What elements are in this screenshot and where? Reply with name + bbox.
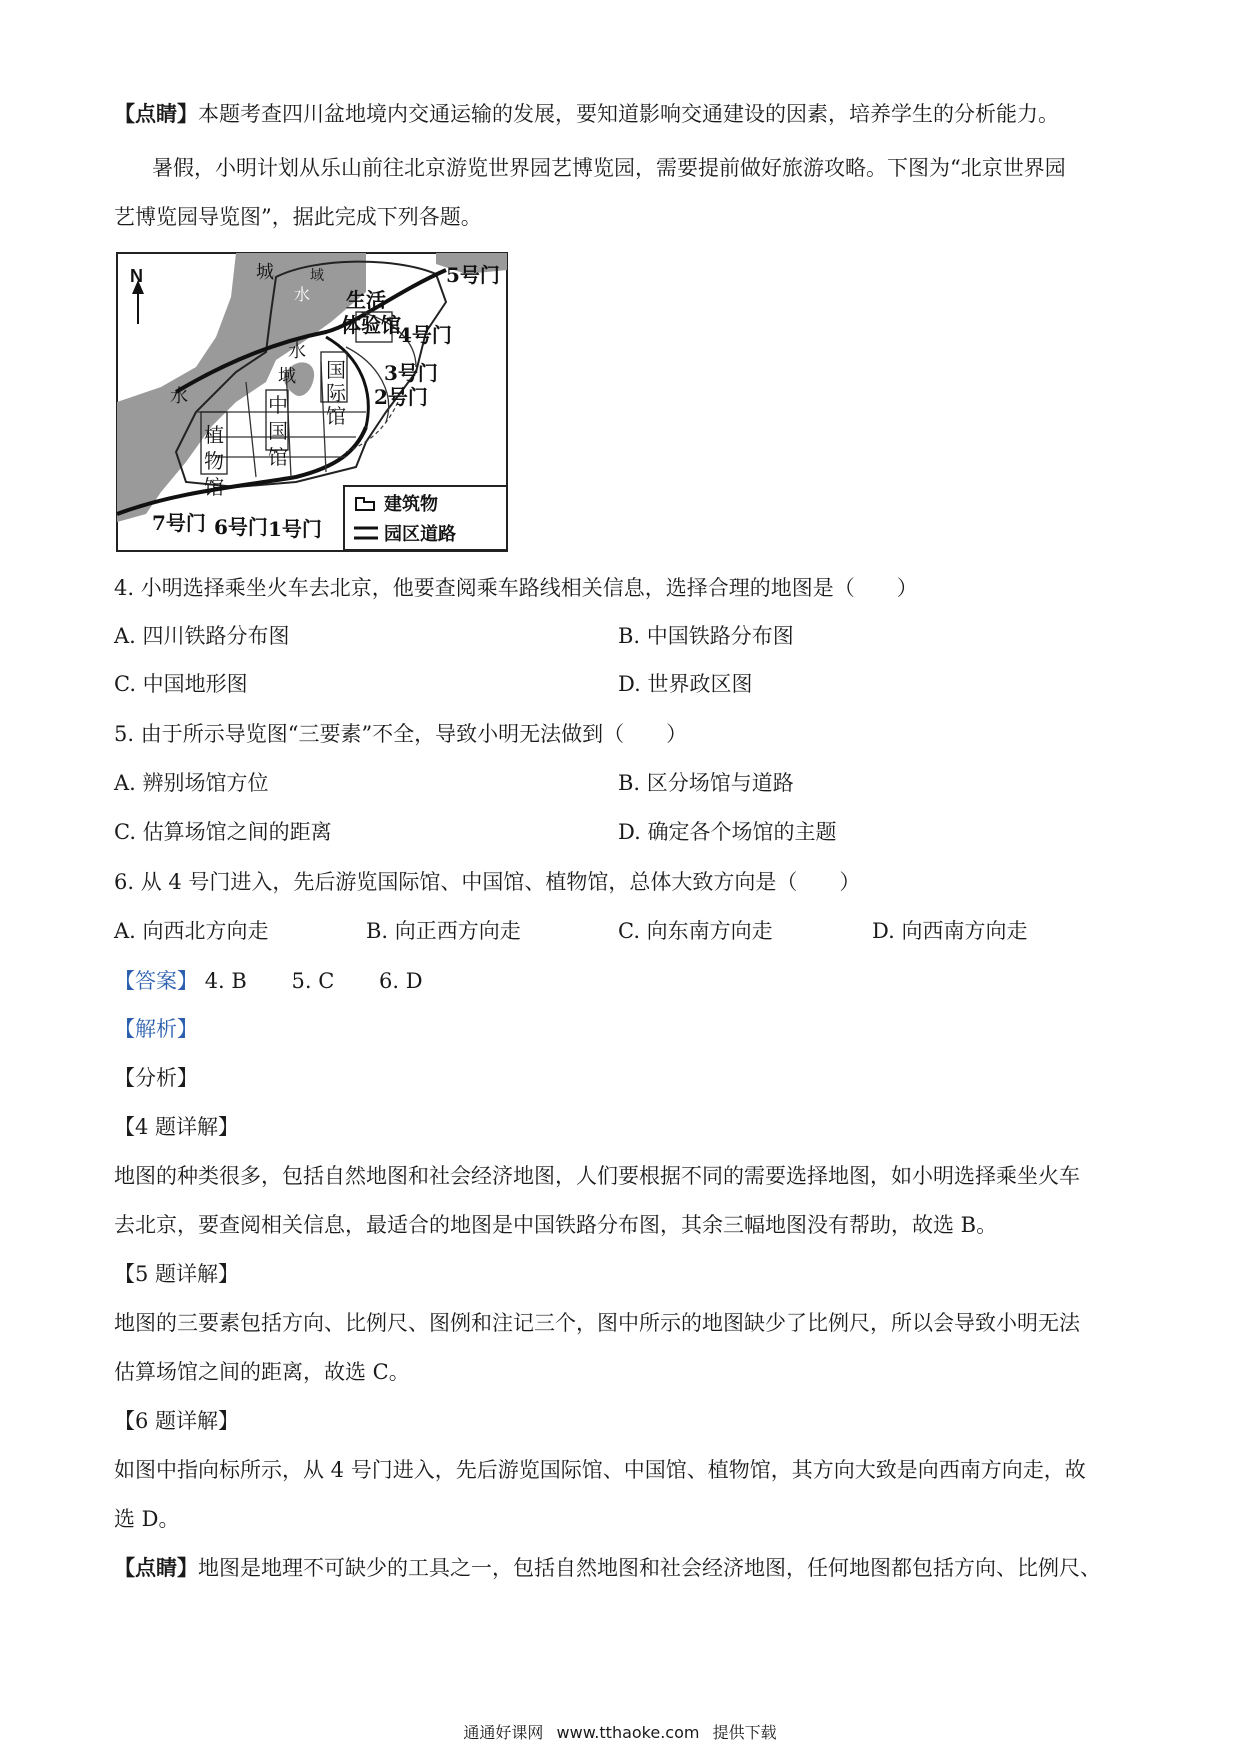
map-label-gate1: 1号门	[268, 517, 322, 541]
map-label-gate5: 5号门	[446, 263, 500, 287]
detail-5-title: 【5 题详解】	[114, 1262, 240, 1286]
map-label-zhiwu-1: 植	[204, 423, 224, 447]
map-label-tiyanguan: 体验馆	[341, 313, 401, 337]
dianjing-text-2: 地图是地理不可缺少的工具之一，包括自然地图和社会经济地图，任何地图都包括方向、比例尺、	[198, 1556, 1101, 1580]
intro-line-2: 艺博览园导览图”，据此完成下列各题。	[114, 205, 482, 229]
dianjing-tag: 【点睛】	[114, 101, 198, 126]
q4-option-a: A. 四川铁路分布图	[114, 624, 290, 648]
map-label-yu-mid: 域	[278, 366, 296, 387]
map-label-zhongguo-3: 馆	[268, 445, 288, 469]
q4-option-b: B. 中国铁路分布图	[618, 624, 794, 648]
map-label-zhongguo-1: 中	[268, 393, 288, 417]
legend-building-label: 建筑物	[384, 494, 438, 515]
q5-stem: 5. 由于所示导览图“三要素”不全，导致小明无法做到（ ）	[114, 722, 688, 746]
answer-tag: 【答案】	[114, 969, 198, 993]
page-footer	[0, 1720, 1240, 1743]
fenxi-heading: 【分析】	[114, 1066, 198, 1090]
q5-option-b: B. 区分场馆与道路	[618, 771, 794, 795]
q4-stem: 4. 小明选择乘坐火车去北京，他要查阅乘车路线相关信息，选择合理的地图是（ ）	[114, 576, 918, 600]
jiexi-heading: 【解析】	[114, 1017, 198, 1041]
north-label: N	[130, 266, 143, 286]
detail-6-title: 【6 题详解】	[114, 1409, 240, 1433]
answer-item-5: 5. C	[291, 969, 335, 993]
map-label-gate2: 2号门	[374, 385, 428, 409]
q5-option-c: C. 估算场馆之间的距离	[114, 820, 332, 844]
footer-url-link[interactable]: www.tthaoke.com	[556, 1723, 700, 1742]
legend-road-label: 园区道路	[384, 524, 456, 545]
map-label-shui-left: 水	[170, 386, 188, 407]
detail-6-line-1: 如图中指向标所示，从 4 号门进入，先后游览国际馆、中国馆、植物馆，其方向大致是向西南方向走，故	[114, 1458, 1086, 1482]
map-label-gate7: 7号门	[152, 511, 206, 535]
detail-6-line-2: 选 D。	[114, 1507, 180, 1531]
answer-item-4: 4. B	[204, 969, 247, 993]
q5-option-d: D. 确定各个场馆的主题	[618, 820, 837, 844]
map-label-gate6: 6号门	[214, 515, 268, 539]
map-label-guoji-2: 际	[326, 381, 346, 405]
detail-4-line-1: 地图的种类很多，包括自然地图和社会经济地图，人们要根据不同的需要选择地图，如小明选择乘坐火车	[114, 1164, 1080, 1188]
map-label-gate4: 4号门	[398, 323, 452, 347]
dianjing-paragraph-2	[114, 1554, 1101, 1582]
map-label-shenghuo: 生活	[346, 288, 386, 312]
intro-line-1: 暑假，小明计划从乐山前往北京游览世界园艺博览园，需要提前做好旅游攻略。下图为“北京世界园	[152, 156, 1066, 180]
map-label-guoji-1: 国	[326, 358, 346, 382]
detail-5-line-2: 估算场馆之间的距离，故选 C。	[114, 1360, 410, 1384]
q6-option-b: B. 向正西方向走	[366, 919, 521, 943]
q5-option-a: A. 辨别场馆方位	[114, 771, 269, 795]
footer-site-name: 通通好课网	[463, 1723, 544, 1742]
q4-option-d: D. 世界政区图	[618, 672, 753, 696]
q6-stem: 6. 从 4 号门进入，先后游览国际馆、中国馆、植物馆，总体大致方向是（ ）	[114, 870, 861, 894]
map-label-yu-top: 域	[310, 268, 324, 284]
map-label-gate3: 3号门	[384, 361, 438, 385]
dianjing-tag-2: 【点睛】	[114, 1555, 198, 1580]
q6-option-d: D. 向西南方向走	[872, 919, 1028, 943]
footer-suffix: 提供下载	[712, 1723, 777, 1742]
q6-option-a: A. 向西北方向走	[114, 919, 269, 943]
map-label-guoji-3: 馆	[326, 404, 346, 428]
answer-line	[114, 967, 461, 995]
q6-option-c: C. 向东南方向走	[618, 919, 773, 943]
dianjing-text: 本题考查四川盆地境内交通运输的发展，要知道影响交通建设的因素，培养学生的分析能力。	[198, 102, 1059, 126]
detail-5-line-1: 地图的三要素包括方向、比例尺、图例和注记三个，图中所示的地图缺少了比例尺，所以会导致小明无法	[114, 1311, 1080, 1335]
answer-item-6: 6. D	[379, 969, 423, 993]
dianjing-paragraph-1	[114, 100, 1059, 128]
map-label-zhiwu-3: 馆	[204, 475, 224, 499]
detail-4-line-2: 去北京，要查阅相关信息，最适合的地图是中国铁路分布图，其余三幅地图没有帮助，故选 B。	[114, 1213, 998, 1237]
map-label-cheng: 城	[256, 262, 274, 283]
map-label-zhongguo-2: 国	[268, 419, 288, 443]
map-label-shui-top: 水	[294, 285, 311, 304]
map-label-zhiwu-2: 物	[204, 449, 224, 473]
q4-option-c: C. 中国地形图	[114, 672, 248, 696]
map-label-shui-mid: 水	[288, 341, 306, 362]
detail-4-title: 【4 题详解】	[114, 1115, 240, 1139]
expo-park-map	[116, 252, 508, 552]
